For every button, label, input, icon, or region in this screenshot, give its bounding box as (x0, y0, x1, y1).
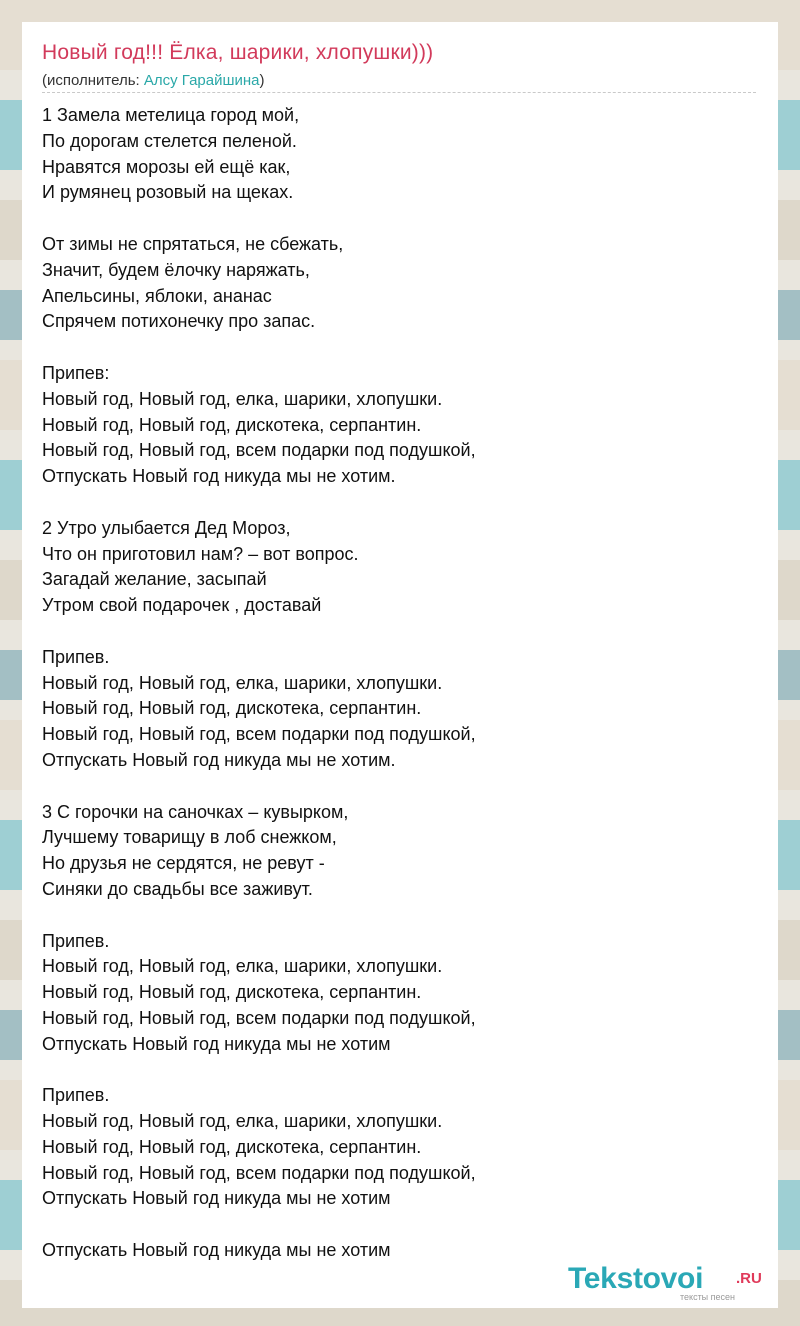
lyric-line: Новый год, Новый год, елка, шарики, хлопушки. (42, 1111, 443, 1132)
watermark-tld: .RU (736, 1270, 762, 1287)
lyric-line: 2 Утро улыбается Дед Мороз, (42, 517, 291, 538)
lyric-line: 1 Замела метелица город мой, (42, 105, 300, 125)
song-title: Новый год!!! Ёлка, шарики, хлопушки))) (42, 41, 434, 64)
lyric-line: Припев. (42, 646, 110, 667)
lyrics-card (22, 22, 778, 1308)
lyrics-text (42, 103, 762, 1264)
site-watermark (568, 1262, 773, 1306)
lyric-line: Припев. (42, 1085, 110, 1106)
artist-prefix: (исполнитель: (42, 72, 144, 89)
stanza-break (42, 206, 762, 232)
artist-line (42, 72, 265, 89)
lyric-line: Отпускать Новый год никуда мы не хотим (42, 1240, 391, 1261)
lyric-line: 3 С горочки на саночках – кувырком, (42, 801, 349, 822)
lyric-line: Но друзья не сердятся, не ревут - (42, 853, 325, 874)
lyric-line: Припев. (42, 930, 110, 951)
lyric-line: Лучшему товарищу в лоб снежком, (42, 827, 337, 848)
title-divider (42, 92, 756, 93)
lyric-line: От зимы не спрятаться, не сбежать, (42, 233, 344, 254)
lyric-line: Загадай желание, засыпай (42, 569, 267, 590)
lyric-line: Новый год, Новый год, дискотека, серпантин. (42, 982, 422, 1003)
lyric-line: И румянец розовый на щеках. (42, 182, 294, 203)
watermark-brand: Tekstovoi (568, 1262, 704, 1295)
lyric-line: Новый год, Новый год, елка, шарики, хлопушки. (42, 956, 443, 977)
lyric-line: Отпускать Новый год никуда мы не хотим (42, 1188, 391, 1209)
lyric-line: Отпускать Новый год никуда мы не хотим. (42, 466, 396, 487)
lyric-line: Синяки до свадьбы все заживут. (42, 878, 313, 899)
lyric-line: Отпускать Новый год никуда мы не хотим. (42, 749, 396, 770)
lyric-line: Припев: (42, 362, 110, 383)
artist-suffix: ) (259, 72, 265, 89)
lyric-line: Новый год, Новый год, елка, шарики, хлопушки. (42, 388, 443, 409)
stanza-break (42, 774, 762, 800)
lyric-line: Новый год, Новый год, дискотека, серпантин. (42, 1136, 422, 1157)
lyric-line: Новый год, Новый год, дискотека, серпантин. (42, 414, 422, 435)
stanza-break (42, 335, 762, 361)
stanza-break (42, 490, 762, 516)
lyric-line: Апельсины, яблоки, ананас (42, 285, 272, 306)
artist-link[interactable]: Алсу Гарайшина (143, 72, 260, 89)
lyric-line: Отпускать Новый год никуда мы не хотим (42, 1033, 391, 1054)
lyric-line: Новый год, Новый год, елка, шарики, хлопушки. (42, 672, 443, 693)
watermark-tagline: тексты песен (680, 1292, 736, 1302)
lyric-line: Новый год, Новый год, всем подарки под подушкой, (42, 440, 476, 461)
lyric-line: Нравятся морозы ей ещё как, (42, 156, 291, 177)
lyric-line: По дорогам стелется пеленой. (42, 130, 297, 151)
lyric-line: Утром свой подарочек , доставай (42, 595, 322, 616)
lyric-line: Новый год, Новый год, всем подарки под подушкой, (42, 724, 476, 745)
stanza-break (42, 619, 762, 645)
lyric-line: Спрячем потихонечку про запас. (42, 311, 316, 332)
stanza-break (42, 1212, 762, 1238)
stanza-break (42, 1057, 762, 1083)
lyric-line: Новый год, Новый год, дискотека, серпантин. (42, 698, 422, 719)
stanza-break (42, 903, 762, 929)
lyric-line: Новый год, Новый год, всем подарки под подушкой, (42, 1007, 476, 1028)
lyric-line: Новый год, Новый год, всем подарки под подушкой, (42, 1162, 476, 1183)
lyric-line: Что он приготовил нам? – вот вопрос. (42, 543, 359, 564)
lyric-line: Значит, будем ёлочку наряжать, (42, 259, 310, 280)
